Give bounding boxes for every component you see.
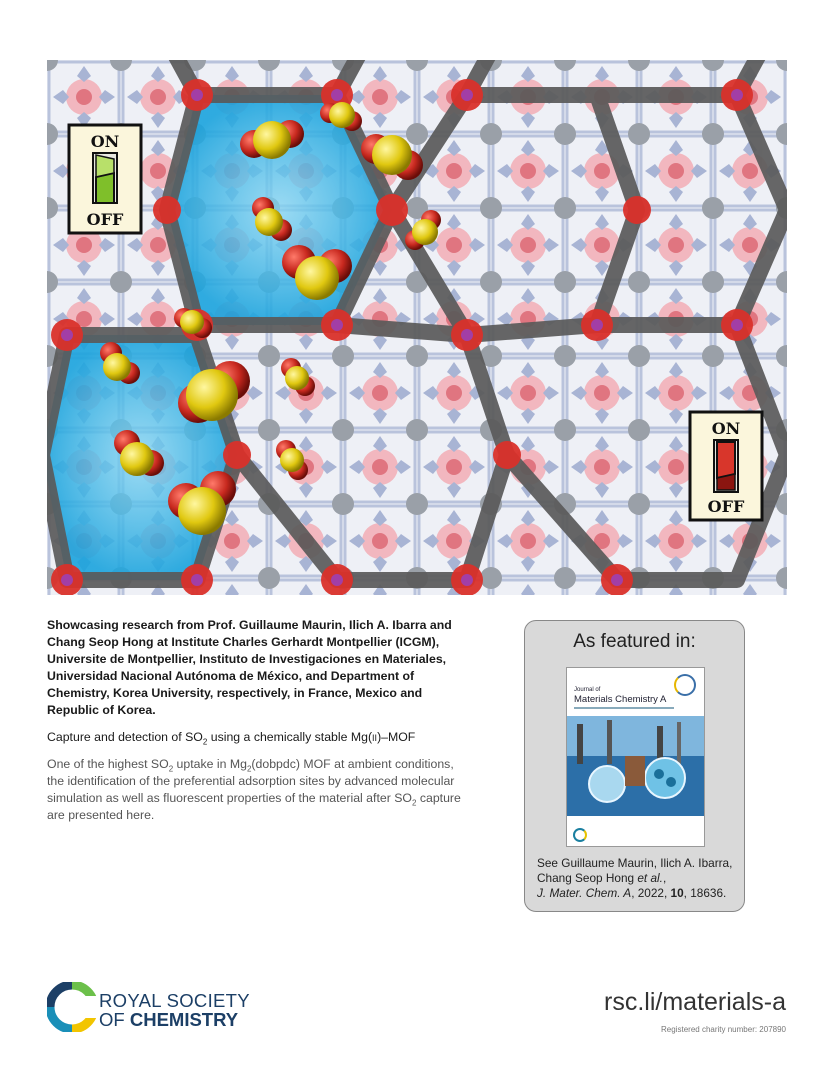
citation: See Guillaume Maurin, Ilich A. Ibarra, Chang Seop Hong et al., J. Mater. Chem. A, 2022, 10, 18636. (537, 856, 733, 900)
switch-on (69, 125, 141, 233)
featured-heading: As featured in: (573, 631, 696, 652)
mof-illustration (47, 60, 787, 595)
journal-badge-icon (674, 674, 696, 696)
logo-line2: OF CHEMISTRY (99, 1009, 239, 1030)
showcase-lead: Showcasing research from Prof. Guillaume Maurin, Ilich A. Ibarra and Chang Seop Hong at Institute Charles Gerhardt Montpellier (ICGM), Universite de Montpellier, Instituto de Investigaciones en Materiales, Universidad Nacional Autónoma de México, and Department of Chemistry, Korea University, respectively, in France, Mexico and Republic of Korea. (47, 618, 452, 717)
cover-journal-line1: Journal of (574, 687, 601, 693)
cover-journal-line2: Materials Chemistry A (574, 694, 667, 705)
logo-line1: ROYAL SOCIETY (99, 990, 250, 1011)
cover-rsc-logo-icon (573, 828, 587, 842)
switch-off-bottom-label: OFF (707, 497, 745, 516)
journal-url[interactable]: rsc.li/materials-a (604, 988, 786, 1016)
featured-box (524, 620, 745, 912)
research-summary (47, 617, 467, 824)
rsc-roundel-icon (47, 982, 97, 1032)
switch-off (690, 412, 762, 520)
article-title: Capture and detection of $SO_2$ using a chemically stable Mg(ii)–MOF (47, 730, 416, 747)
cover-image (567, 716, 704, 816)
switch-on-top-label: ON (90, 132, 120, 151)
rsc-logo (47, 980, 250, 1036)
switch-on-bottom-label: OFF (86, 210, 124, 229)
cover-artwork (47, 60, 787, 595)
charity-number: Registered charity number: 207890 (661, 1025, 786, 1034)
journal-cover (566, 667, 705, 847)
switch-off-top-label: ON (711, 419, 741, 438)
article-description: One of the highest $SO_2$ uptake in $Mg_2(dobpdc)$ MOF at ambient conditions, the identification of the preferential adsorption sites by advanced molecular simulation as well as fluorescent properties of the material after $SO_2$ capture are presented here. (47, 757, 461, 822)
cover-rule (574, 707, 674, 709)
